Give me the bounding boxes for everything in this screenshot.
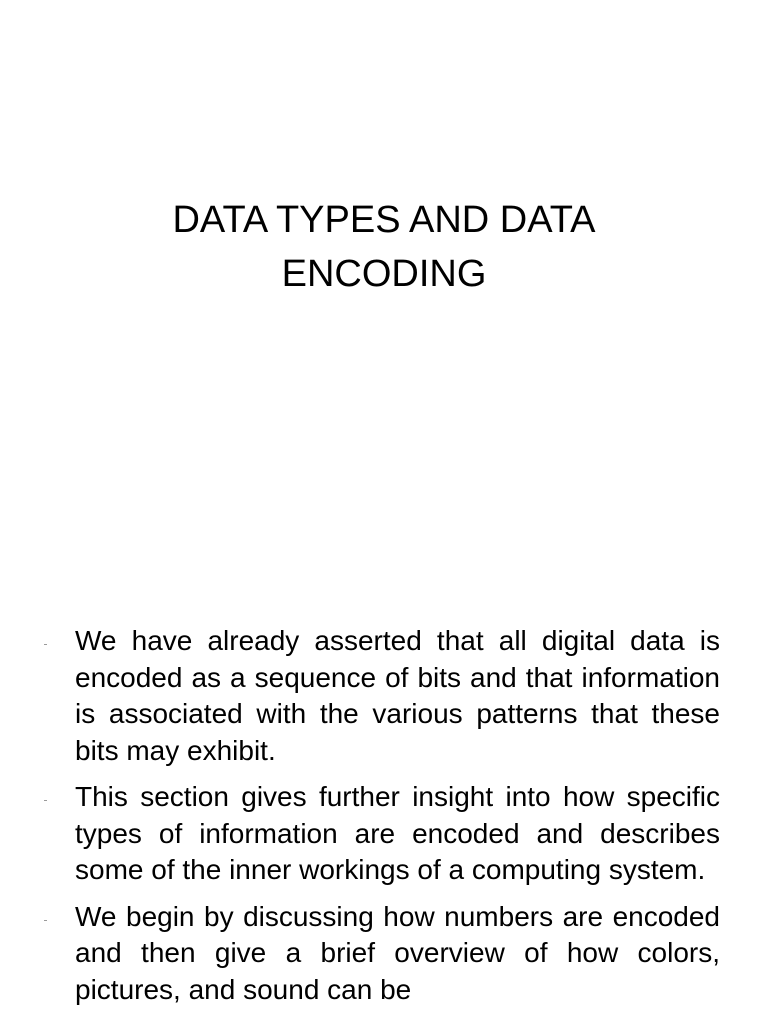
bullet-marker-icon — [44, 800, 47, 801]
bullet-item — [44, 623, 720, 769]
slide-title-line-2: ENCODING — [281, 253, 487, 295]
bullet-item — [44, 899, 720, 1009]
bullet-text: We begin by discussing how numbers are encoded and then give a brief overview of how colors, pictures, and sound can be — [75, 900, 720, 1005]
bullet-text: We have already asserted that all digital data is encoded as a sequence of bits and that information is associated with the various patterns that these bits may exhibit. — [75, 625, 720, 766]
bullet-text: This section gives further insight into how specific types of information are encoded and describes some of the inner workings of a computing system. — [75, 781, 720, 885]
slide-title — [0, 193, 768, 301]
bullet-marker-icon — [44, 644, 47, 645]
slide-title-line-1: DATA TYPES AND DATA — [172, 199, 596, 241]
bullet-list — [44, 623, 720, 1018]
bullet-marker-icon — [44, 920, 47, 921]
bullet-item — [44, 779, 720, 889]
